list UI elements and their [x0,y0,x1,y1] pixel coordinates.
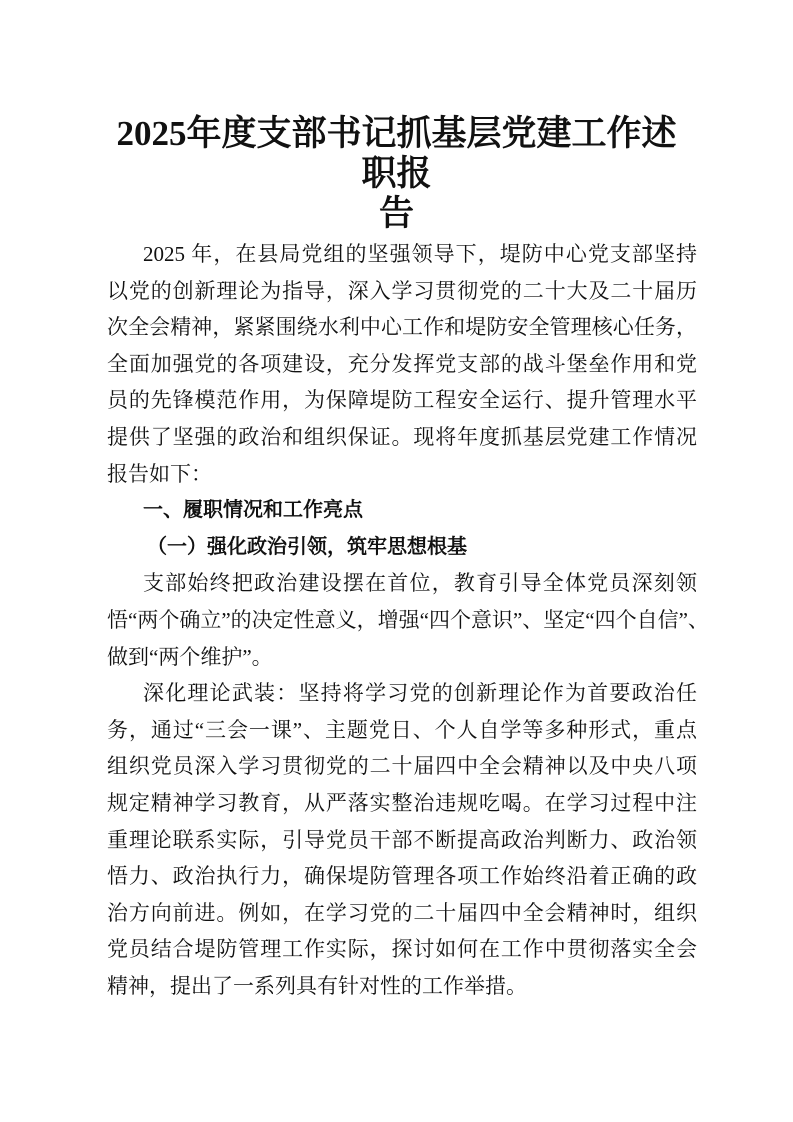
paragraph [107,675,697,1004]
title-line-1: 2025年度支部书记抓基层党建工作述职报 [116,114,677,193]
text-line: 深化理论武装：坚持将学习党的创新理论作为首要政治任 [143,681,697,706]
section-heading: 一、履职情况和工作亮点 [143,499,363,522]
text-line: 员的先锋模范作用，为保障堤防工程安全运行、提升管理水平 [107,388,697,413]
text-line: 做到“两个维护”。 [107,644,273,669]
text-line: 悟力、政治执行力，确保堤防管理各项工作始终沿着正确的政 [107,864,697,889]
text-line: 次全会精神，紧紧围绕水利中心工作和堤防安全管理核心任务， [107,315,697,340]
text-line: 组织党员深入学习贯彻党的二十届四中全会精神以及中央八项 [107,754,697,779]
document-title [100,114,693,234]
text-line: 精神，提出了一系列具有针对性的工作举措。 [107,973,527,998]
intro-paragraph [107,236,697,492]
text-line: 悟“两个确立”的决定性意义，增强“四个意识”、坚定“四个自信”、 [107,607,709,632]
text-line: 全面加强党的各项建设，充分发挥党支部的战斗堡垒作用和党 [107,351,697,376]
text-line: 支部始终把政治建设摆在首位，教育引导全体党员深刻领 [143,571,697,596]
title-line-2: 告 [378,194,414,233]
text-line: 规定精神学习教育，从严落实整治违规吃喝。在学习过程中注 [107,790,697,815]
text-line: 务，通过“三会一课”、主题党日、个人自学等多种形式，重点 [107,717,697,742]
text-line: 重理论联系实际，引导党员干部不断提高政治判断力、政治领 [107,827,697,852]
text-line: 2025 年，在县局党组的坚强领导下，堤防中心党支部坚持 [143,242,697,266]
subsection-heading: （一）强化政治引领，筑牢思想根基 [147,535,467,558]
text-line: 提供了坚强的政治和组织保证。现将年度抓基层党建工作情况 [107,424,697,449]
text-line: 报告如下： [107,461,212,486]
text-line: 治方向前进。例如，在学习党的二十届四中全会精神时，组织 [107,900,697,925]
text-line: 党员结合堤防管理工作实际，探讨如何在工作中贯彻落实全会 [107,937,697,962]
paragraph [107,565,709,675]
document-body [107,236,709,1004]
text-line: 以党的创新理论为指导，深入学习贯彻党的二十大及二十届历 [107,278,697,303]
